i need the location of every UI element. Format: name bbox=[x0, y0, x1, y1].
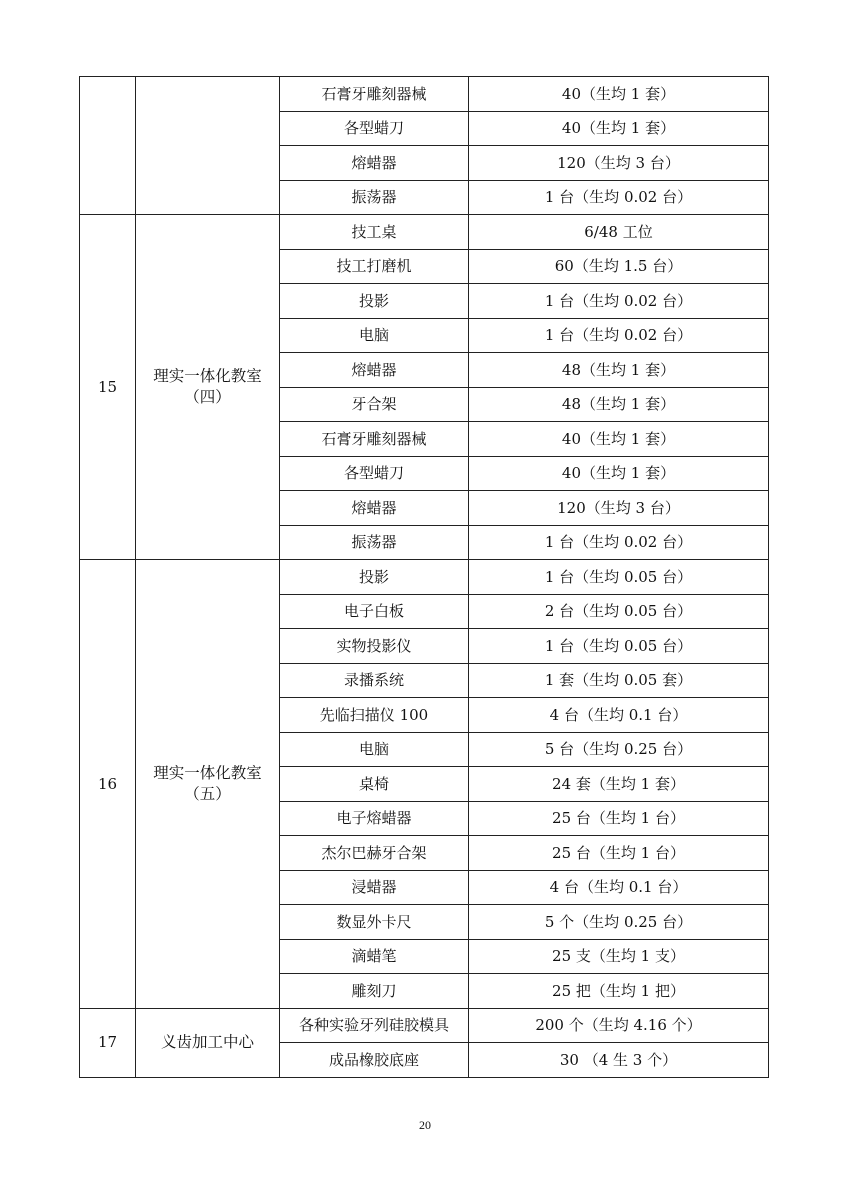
table-row bbox=[80, 215, 769, 250]
equipment-quantity: 25 台（生均 1 台） bbox=[469, 836, 769, 871]
equipment-quantity: 1 套（生均 0.05 套） bbox=[469, 663, 769, 698]
equipment-quantity: 1 台（生均 0.05 台） bbox=[469, 629, 769, 664]
equipment-name: 成品橡胶底座 bbox=[280, 1043, 469, 1078]
equipment-quantity: 5 个（生均 0.25 台） bbox=[469, 905, 769, 940]
equipment-quantity: 2 台（生均 0.05 台） bbox=[469, 594, 769, 629]
equipment-name: 振荡器 bbox=[280, 525, 469, 560]
equipment-quantity: 60（生均 1.5 台） bbox=[469, 249, 769, 284]
equipment-name: 滴蜡笔 bbox=[280, 939, 469, 974]
equipment-quantity: 25 支（生均 1 支） bbox=[469, 939, 769, 974]
room-name-line1: 义齿加工中心 bbox=[160, 1033, 254, 1052]
equipment-name: 电子白板 bbox=[280, 594, 469, 629]
equipment-quantity: 24 套（生均 1 套） bbox=[469, 767, 769, 802]
equipment-quantity: 48（生均 1 套） bbox=[469, 387, 769, 422]
group-number-cell bbox=[80, 77, 136, 215]
equipment-name: 投影 bbox=[280, 560, 469, 595]
equipment-name: 技工桌 bbox=[280, 215, 469, 250]
room-name-line1: 理实一体化教室 bbox=[153, 367, 262, 386]
equipment-name: 各型蜡刀 bbox=[280, 456, 469, 491]
equipment-name: 石膏牙雕刻器械 bbox=[280, 422, 469, 457]
equipment-name: 电脑 bbox=[280, 318, 469, 353]
equipment-quantity: 120（生均 3 台） bbox=[469, 146, 769, 181]
table-row bbox=[80, 560, 769, 595]
room-name-cell bbox=[136, 215, 280, 560]
group-number: 17 bbox=[97, 1033, 118, 1052]
room-name-line1: 理实一体化教室 bbox=[153, 763, 262, 782]
equipment-quantity: 1 台（生均 0.02 台） bbox=[469, 284, 769, 319]
equipment-name: 技工打磨机 bbox=[280, 249, 469, 284]
room-name-line2: （五） bbox=[184, 784, 231, 803]
equipment-quantity: 48（生均 1 套） bbox=[469, 353, 769, 388]
equipment-quantity: 40（生均 1 套） bbox=[469, 422, 769, 457]
equipment-quantity: 25 把（生均 1 把） bbox=[469, 974, 769, 1009]
equipment-name: 先临扫描仪 100 bbox=[280, 698, 469, 733]
equipment-name: 录播系统 bbox=[280, 663, 469, 698]
equipment-quantity: 5 台（生均 0.25 台） bbox=[469, 732, 769, 767]
table-row bbox=[80, 1008, 769, 1043]
group-number-cell bbox=[80, 560, 136, 1009]
equipment-quantity: 1 台（生均 0.02 台） bbox=[469, 180, 769, 215]
equipment-name: 各型蜡刀 bbox=[280, 111, 469, 146]
room-name-cell bbox=[136, 77, 280, 215]
equipment-quantity: 1 台（生均 0.05 台） bbox=[469, 560, 769, 595]
equipment-quantity: 200 个（生均 4.16 个） bbox=[469, 1008, 769, 1043]
equipment-quantity: 4 台（生均 0.1 台） bbox=[469, 870, 769, 905]
equipment-name: 浸蜡器 bbox=[280, 870, 469, 905]
room-name-line2: （四） bbox=[184, 388, 231, 406]
equipment-name: 雕刻刀 bbox=[280, 974, 469, 1009]
equipment-quantity: 25 台（生均 1 台） bbox=[469, 801, 769, 836]
equipment-name: 数显外卡尺 bbox=[280, 905, 469, 940]
equipment-quantity: 40（生均 1 套） bbox=[469, 111, 769, 146]
equipment-quantity: 30 （4 生 3 个） bbox=[469, 1043, 769, 1078]
equipment-name: 熔蜡器 bbox=[280, 491, 469, 526]
equipment-quantity: 1 台（生均 0.02 台） bbox=[469, 318, 769, 353]
room-name-cell bbox=[136, 1008, 280, 1077]
group-number-cell bbox=[80, 1008, 136, 1077]
equipment-name: 振荡器 bbox=[280, 180, 469, 215]
equipment-name: 熔蜡器 bbox=[280, 353, 469, 388]
group-number: 16 bbox=[97, 774, 118, 793]
room-name-cell bbox=[136, 560, 280, 1009]
equipment-name: 桌椅 bbox=[280, 767, 469, 802]
equipment-name: 各种实验牙列硅胶模具 bbox=[280, 1008, 469, 1043]
equipment-quantity: 6/48 工位 bbox=[469, 215, 769, 250]
group-number-cell bbox=[80, 215, 136, 560]
group-number: 15 bbox=[97, 377, 118, 396]
equipment-quantity: 120（生均 3 台） bbox=[469, 491, 769, 526]
equipment-name: 实物投影仪 bbox=[280, 629, 469, 664]
equipment-quantity: 40（生均 1 套） bbox=[469, 77, 769, 112]
equipment-name: 石膏牙雕刻器械 bbox=[280, 77, 469, 112]
equipment-name: 投影 bbox=[280, 284, 469, 319]
equipment-quantity: 40（生均 1 套） bbox=[469, 456, 769, 491]
equipment-name: 电脑 bbox=[280, 732, 469, 767]
equipment-name: 杰尔巴赫牙合架 bbox=[280, 836, 469, 871]
equipment-name: 电子熔蜡器 bbox=[280, 801, 469, 836]
equipment-name: 熔蜡器 bbox=[280, 146, 469, 181]
page-number: 20 bbox=[419, 1118, 431, 1132]
equipment-table bbox=[79, 76, 769, 1078]
equipment-quantity: 1 台（生均 0.02 台） bbox=[469, 525, 769, 560]
equipment-quantity: 4 台（生均 0.1 台） bbox=[469, 698, 769, 733]
table-row bbox=[80, 77, 769, 112]
equipment-name: 牙合架 bbox=[280, 387, 469, 422]
